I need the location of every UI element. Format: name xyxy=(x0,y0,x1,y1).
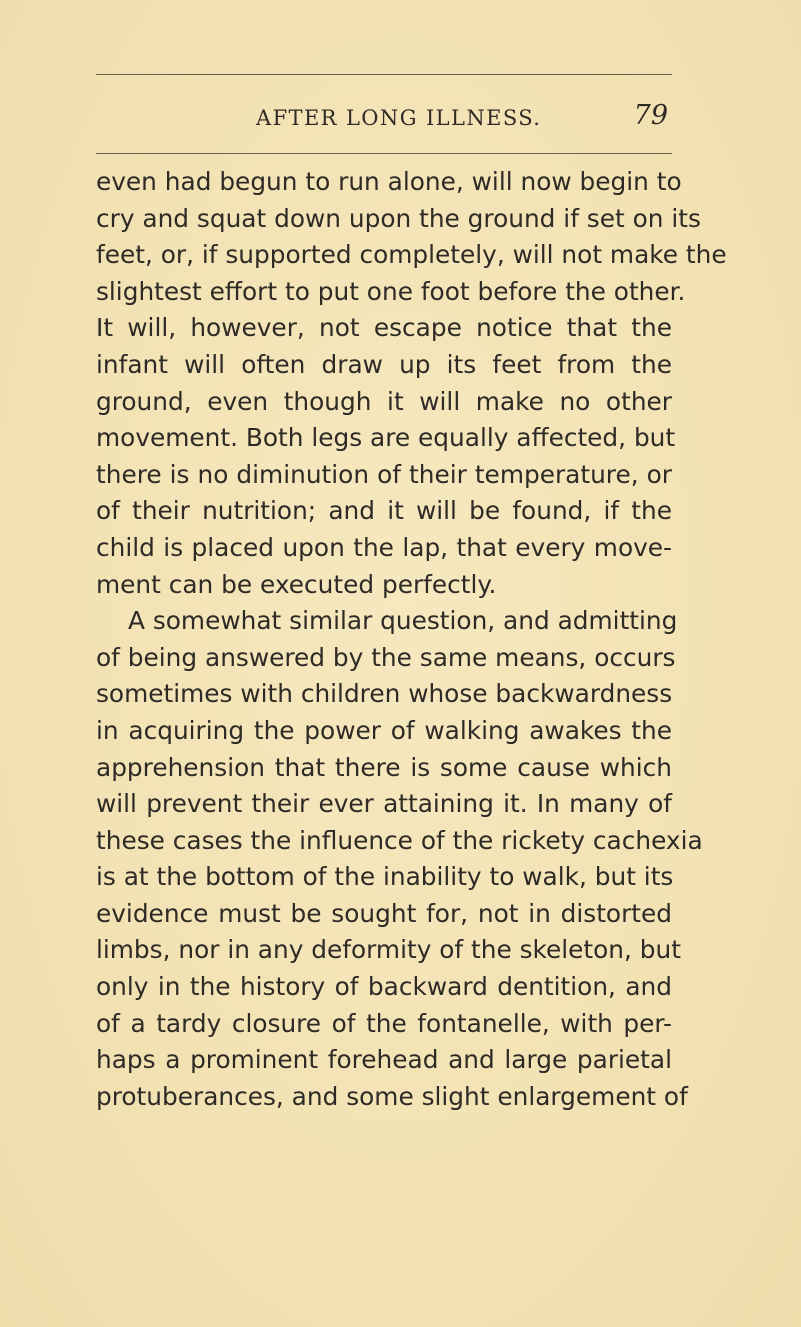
text-line: of a tardy closure of the fontanelle, with per- xyxy=(96,1008,672,1038)
text-line: feet, or, if supported completely, will not make the xyxy=(96,240,727,270)
text-line: slightest effort to put one foot before the other. xyxy=(96,276,686,306)
text-line: child is placed upon the lap, that every move- xyxy=(96,532,672,562)
text-line: will prevent their ever attaining it. In many of xyxy=(96,789,672,819)
text-line: infant will often draw up its feet from the xyxy=(96,349,672,379)
text-line: evidence must be sought for, not in distorted xyxy=(96,898,672,928)
text-line: these cases the influence of the rickety cachexia xyxy=(96,825,703,855)
text-line: It will, however, not escape notice that the xyxy=(96,313,672,343)
text-line: of their nutrition; and it will be found, if the xyxy=(96,496,672,526)
text-line: ment can be executed perfectly. xyxy=(96,569,497,599)
text-line: cry and squat down upon the ground if set on its xyxy=(96,203,701,233)
text-line: even had begun to run alone, will now begin to xyxy=(96,167,682,196)
text-line: is at the bottom of the inability to walk, but its xyxy=(96,862,674,892)
page-number: 79 xyxy=(633,100,668,131)
running-head xyxy=(96,100,672,140)
text-line: only in the history of backward dentition, and xyxy=(96,972,672,1002)
running-title: AFTER LONG ILLNESS. xyxy=(256,106,542,130)
header-bottom-rule xyxy=(96,153,672,154)
text-line: of being answered by the same means, occurs xyxy=(96,642,676,672)
text-line: there is no diminution of their temperature, or xyxy=(96,459,672,489)
header-top-rule xyxy=(96,74,672,75)
text-line: haps a prominent forehead and large parietal xyxy=(96,1045,672,1075)
text-line: limbs, nor in any deformity of the skeleton, but xyxy=(96,935,681,965)
text-line: in acquiring the power of walking awakes the xyxy=(96,715,672,745)
text-line: protuberances, and some slight enlargement of xyxy=(96,1081,688,1111)
text-line: sometimes with children whose backwardness xyxy=(96,679,673,709)
text-line: movement. Both legs are equally affected, but xyxy=(96,423,676,453)
text-line: A somewhat similar question, and admitting xyxy=(128,606,678,636)
body-text xyxy=(96,164,727,1115)
text-line: apprehension that there is some cause which xyxy=(96,752,672,782)
text-line: ground, even though it will make no other xyxy=(96,386,672,416)
